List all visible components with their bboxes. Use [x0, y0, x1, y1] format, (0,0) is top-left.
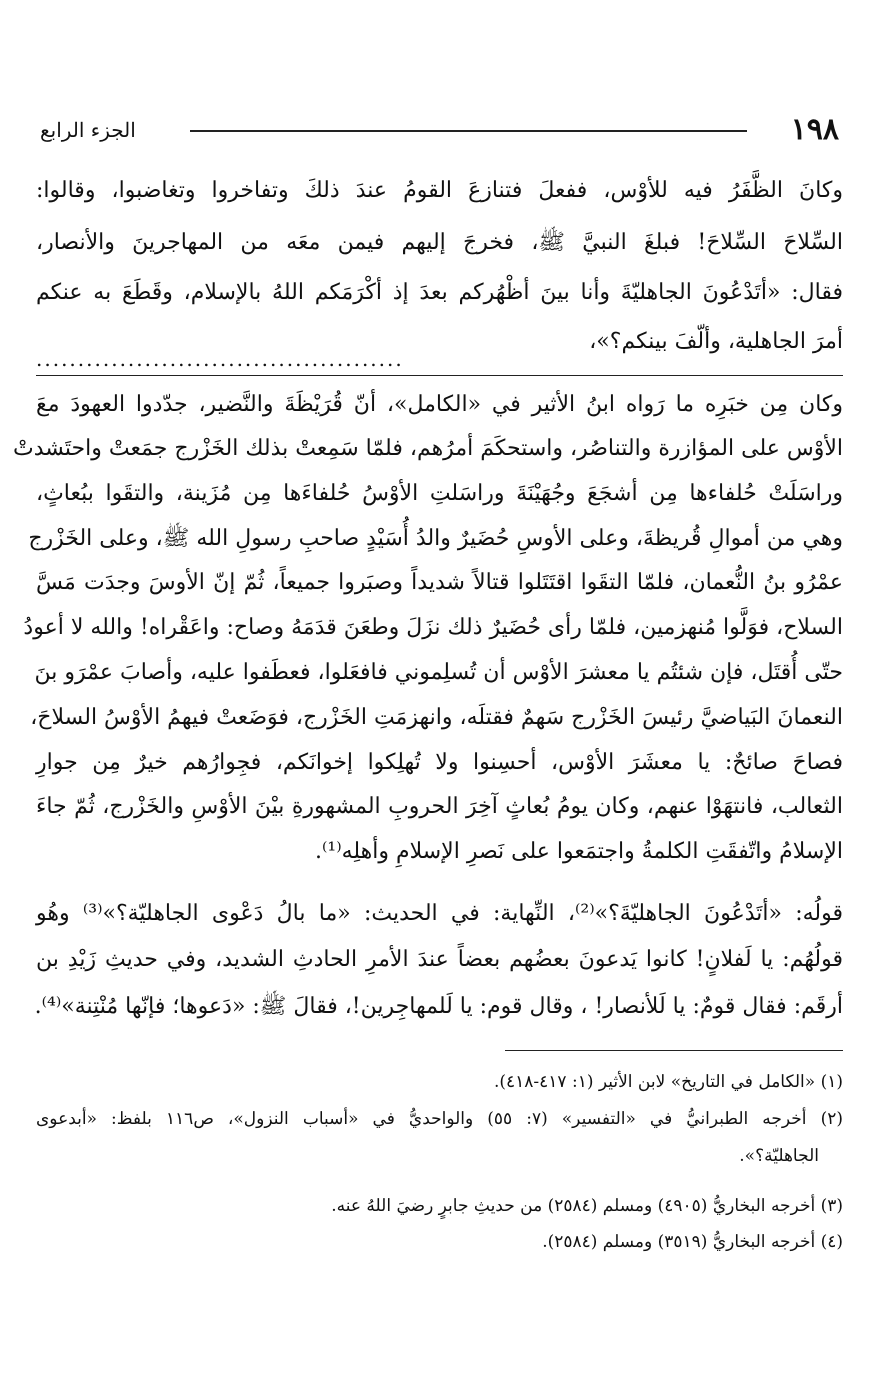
commentary-line: وهي من أموالِ قُريظةَ، وعلى الأوسِ حُضَيرٌ والدُ أُسَيْدٍ صاحبِ رسولِ الله ﷺ، وعلى الخَزْرج [28, 526, 843, 551]
main-text-line: فقال: «أتَدْعُونَ الجاهليّةَ وأنا بينَ أظْهُركم بعدَ إذ أكْرَمَكم اللهُ بالإسلام، وقَطَعَ به عنكم [36, 280, 843, 305]
header-rule [190, 130, 747, 132]
commentary-line: الأوْس على المؤازرة والتناصُر، واستحكَمَ أمرُهم، فلمّا سَمِعتْ بذلك الخَزْرج جمَعتْ واحتَشدتْ [13, 436, 843, 461]
footnote: (٤) أخرجه البخاريُّ (٣٥١٩) ومسلم (٢٥٨٤). [542, 1232, 843, 1252]
commentary-line: النعمانَ البَياضيَّ رئيسَ الخَزْرج سَهمٌ فقتلَه، وانهزمَتِ الخَزْرج، فوَضَعتْ فيهمُ الأوْسُ السلاحَ، [30, 705, 843, 730]
footnote: (٢) أخرجه الطبرانيُّ في «التفسير» (٧: ٥٥) والواحديُّ في «أسباب النزول»، ص١١٦ بلفظ: «أبدعوى [36, 1109, 843, 1129]
commentary-line: الإسلامُ واتّفقَتِ الكلمةُ واجتمَعوا على نَصرِ الإسلامِ وأهلِه⁽¹⁾. [314, 839, 843, 864]
note-line: أرقَم: فقال قومٌ: يا لَلأنصار! ، وقال قوم: يا لَلمهاجِرين!، فقالَ ﷺ: «دَعوها؛ فإنّها مُنْتِنة»⁽⁴⁾. [34, 994, 843, 1019]
footnote-divider [505, 1050, 843, 1051]
footnote-continuation: الجاهليّة؟». [739, 1146, 819, 1166]
main-text-line: السِّلاحَ السِّلاحَ! فبلغَ النبيَّ ﷺ، فخرجَ إليهم فيمن معَه من المهاجرينَ والأنصار، [36, 230, 843, 255]
page-number: ١٩٨ [790, 112, 839, 147]
dotted-leader: ............................................ [36, 347, 404, 371]
page-header [40, 110, 839, 150]
footnote: (٣) أخرجه البخاريُّ (٤٩٠٥) ومسلم (٢٥٨٤) من حديثِ جابرٍ رضيَ اللهُ عنه. [331, 1196, 843, 1216]
commentary-line: وراسَلَتْ حُلفاءها مِن أشجَعَ وجُهَيْنَةَ وراسَلتِ الأوْسُ حُلفاءَها مِن مُزَينة، والتقَوا ببُعاثٍ، [36, 481, 843, 506]
footnote: (١) «الكامل في التاريخ» لابن الأثير (١: ٤١٧-٤١٨). [493, 1072, 843, 1092]
running-title: الجزء الرابع [40, 118, 136, 142]
main-text-line: أمرَ الجاهلية، وألّفَ بينكم؟»، [589, 329, 843, 354]
section-divider [36, 375, 843, 376]
commentary-line: الثعالب، فانتهَوْا عنهم، وكان يومُ بُعاثٍ آخِرَ الحروبِ المشهورةِ بيْنَ الأوْسِ والخَزْرج، ثُمّ جاءَ [36, 794, 843, 819]
commentary-line: السلاح، فوَلَّوا مُنهزمين، فلمّا رأى حُضَيرٌ ذلك نزَلَ وطعَنَ قدَمَهُ وصاح: واعَقْراه! والله لا أعودُ [23, 615, 843, 640]
commentary-line: وكان مِن خبَرِه ما رَواه ابنُ الأثير في «الكامل»، أنّ قُرَيْظَةَ والنَّضير، جدّدوا العهودَ معَ [36, 392, 843, 417]
commentary-line: عمْرُو بنُ النُّعمان، فلمّا التقَوا اقتَتَلوا قتالاً شديداً وصبَروا جميعاً، ثُمّ إنّ الأوسَ وجدَت مَسَّ [36, 570, 843, 595]
note-line: قولُهُم: يا لَفلانٍ! كانوا يَدعونَ بعضُهم بعضاً عندَ الأمرِ الحادثِ الشديد، وفي حديثِ زَيْدِ بن [36, 947, 843, 972]
note-line: قولُه: «أتَدْعُونَ الجاهليّةَ؟»⁽²⁾، النِّهاية: في الحديث: «ما بالُ دَعْوى الجاهليّة؟»⁽³⁾ وهُو [36, 901, 843, 926]
commentary-line: حتّى أُقتَل، فإن شئتُم يا معشرَ الأوْس أن تُسلِموني فافعَلوا، فعطَفوا عليه، وأصابَ عمْرَو بنَ [34, 660, 843, 685]
main-text-line: وكانَ الظَّفَرُ فيه للأوْس، ففعلَ فتنازعَ القومُ عندَ ذلكَ وتفاخروا وتغاضبوا، وقالوا: [36, 178, 843, 203]
commentary-line: فصاحَ صائحٌ: يا معشَرَ الأوْس، أحسِنوا ولا تُهلِكوا إخوانَكم، فجِوارُهم خيرٌ مِن جوارِ [36, 750, 843, 775]
